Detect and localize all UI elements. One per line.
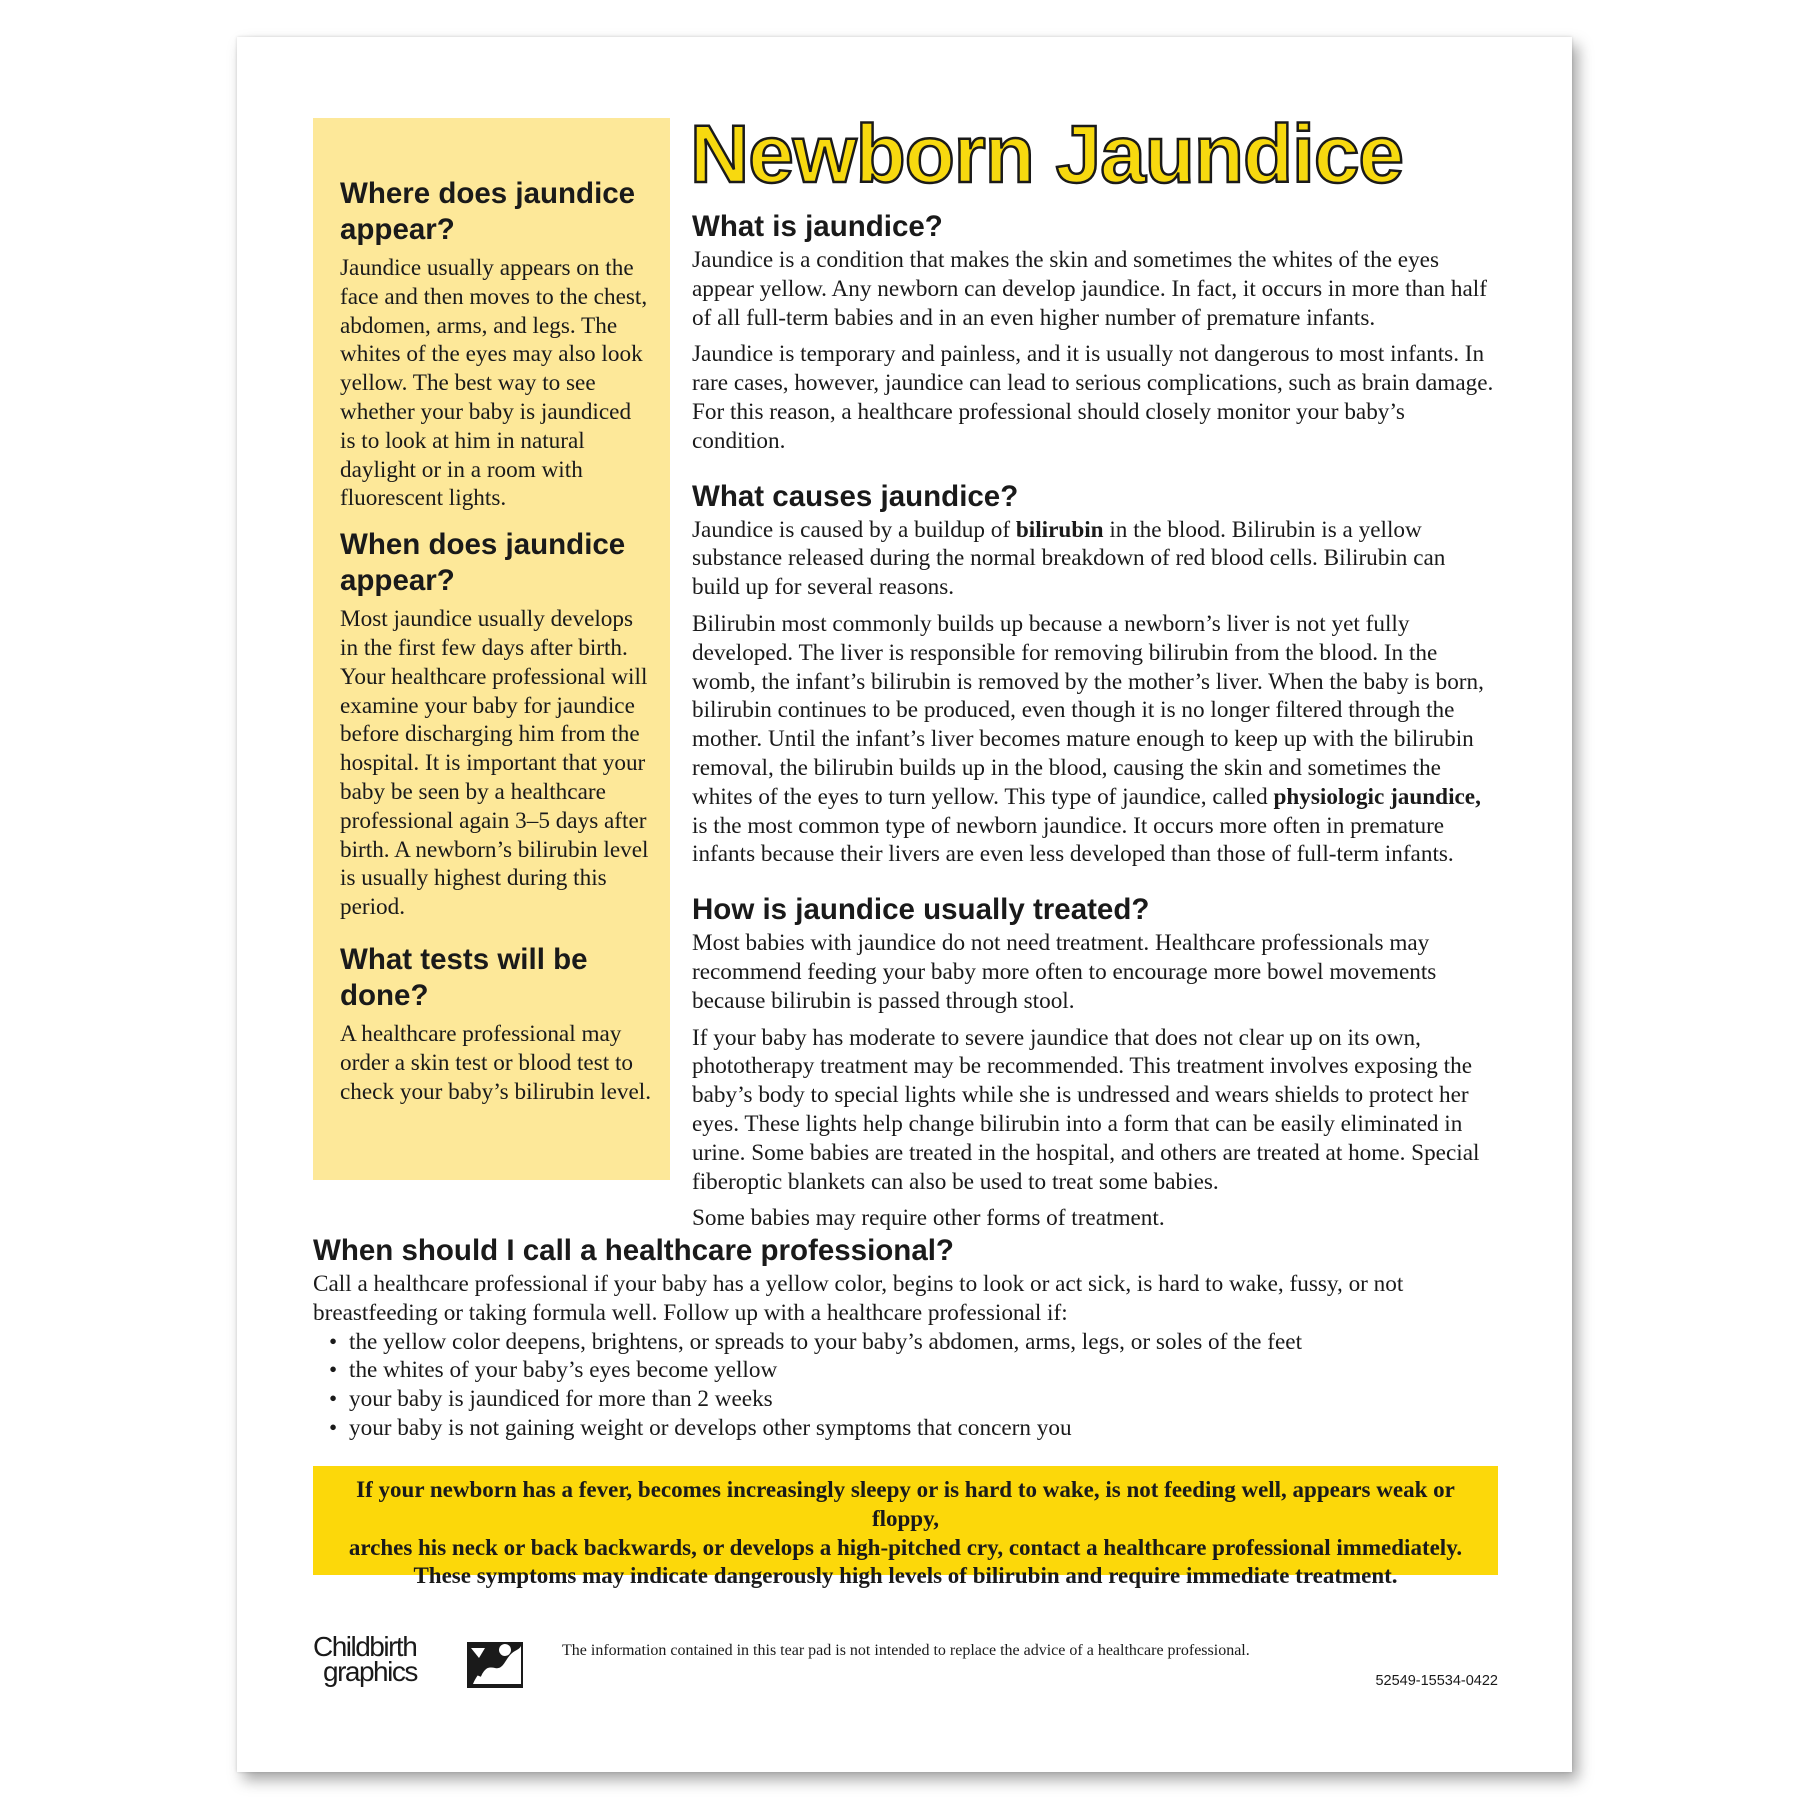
- section-heading-treated: How is jaundice usually treated?: [692, 893, 1150, 927]
- bold-term: physiologic jaundice,: [1273, 783, 1481, 810]
- sidebar-heading-when: When does jaundice appear?: [340, 528, 626, 598]
- paragraph: Jaundice is temporary and painless, and it is usually not dangerous to most infants. In rare cases, however, jaundice can lead to serious complications, such as brain damage. For this reason, a healthcare professional should closely monitor your baby’s condition.: [692, 341, 1494, 454]
- text-span: Bilirubin most commonly builds up because a newborn’s liver is not yet fully developed. The liver is responsible for removing bilirubin from the blood. In the womb, the infant’s bilirubin is removed by the mother’s liver. When the baby is born, bilirubin continues to be produced, even though it is no longer filtered through the mother. Until the infant’s liver becomes mature enough to keep up with the bilirubin removal, the bilirubin builds up in the blood, causing the skin and sometimes the whites of the eyes to turn yellow. This type of jaundice, called: [692, 610, 1484, 810]
- disclaimer-text: The information contained in this tear pad is not intended to replace the advice of a healthcare professional.: [562, 1642, 1250, 1659]
- product-code: 52549-15534-0422: [1375, 1673, 1498, 1689]
- section-heading-call: When should I call a healthcare professional?: [313, 1234, 954, 1267]
- text-span: Jaundice is caused by a buildup of: [692, 516, 1016, 543]
- logo-line: Childbirth: [313, 1631, 417, 1662]
- sidebar-heading-tests: What tests will be done?: [340, 942, 588, 1012]
- logo-wordmark: [313, 1631, 417, 1687]
- section-what-is: [692, 210, 1497, 456]
- emergency-alert-box: [313, 1466, 1498, 1589]
- section-causes: [692, 480, 1497, 870]
- section-when-to-call: [313, 1234, 1498, 1443]
- text-span: is the most common type of newborn jaundice. It occurs more often in premature infants because their livers are even less developed than those of full-term infants.: [692, 812, 1454, 868]
- sidebar-text-when: Most jaundice usually develops in the first few days after birth. Your healthcare professional will examine your baby for jaundice before discharging him from the hospital. It is important that your baby be seen by a healthcare professional again 3–5 days after birth. A newborn’s bilirubin level is usually highest during this period.: [340, 606, 649, 921]
- section-treated: [692, 893, 1497, 1233]
- paragraph: Most babies with jaundice do not need treatment. Healthcare professionals may recommend feeding your baby more often to encourage more bowel movements because bilirubin is passed through stool.: [692, 930, 1437, 1014]
- sidebar-text-tests: A healthcare professional may order a skin test or blood test to check your baby’s bilirubin level.: [340, 1020, 652, 1105]
- bold-term: bilirubin: [1015, 516, 1104, 543]
- main-column: [690, 109, 1497, 1257]
- list-item: • the yellow color deepens, brightens, or spreads to your baby’s abdomen, arms, legs, or soles of the feet: [349, 1328, 1498, 1357]
- paragraph: [692, 516, 1497, 602]
- paragraph: [692, 610, 1497, 869]
- mother-child-icon: [465, 1636, 527, 1690]
- section-heading-causes: What causes jaundice?: [692, 479, 1019, 513]
- paragraph: If your baby has moderate to severe jaundice that does not clear up on its own, phototherapy treatment may be recommended. This treatment involves exposing the baby’s body to special lights while she is undressed and wears shields to protect her eyes. These lights help change bilirubin into a form that can be easily eliminated in urine. Some babies are treated in the hospital, and others are treated at home. Special fiberoptic blankets can also be used to treat some babies.: [692, 1024, 1480, 1195]
- list-item: • your baby is not gaining weight or develops other symptoms that concern you: [349, 1414, 1498, 1443]
- text-span: in the blood. Bilirubin is a yellow substance released during the normal breakdown of red blood cells. Bilirubin can build up for several reasons.: [692, 516, 1446, 601]
- paragraph: Jaundice is a condition that makes the skin and sometimes the whites of the eyes appear yellow. Any newborn can develop jaundice. In fact, it occurs in more than half of all full-term babies and in an even higher number of premature infants.: [692, 247, 1487, 331]
- paragraph: Some babies may require other forms of treatment.: [692, 1205, 1165, 1232]
- alert-line: If your newborn has a fever, becomes increasingly sleepy or is hard to wake, is not feeding well, appears weak or floppy,: [356, 1477, 1455, 1531]
- alert-line: These symptoms may indicate dangerously high levels of bilirubin and require immediate treatment.: [413, 1563, 1398, 1589]
- paragraph: Call a healthcare professional if your baby has a yellow color, begins to look or act sick, is hard to wake, fussy, or not breastfeeding or taking formula well. Follow up with a healthcare professional if:: [313, 1271, 1404, 1326]
- sidebar-heading-where: Where does jaundice appear?: [340, 177, 636, 246]
- logo-line: graphics: [323, 1656, 417, 1687]
- symptom-list: [313, 1328, 1498, 1443]
- sidebar-panel: [313, 118, 670, 1180]
- childbirth-graphics-logo: [313, 1631, 533, 1696]
- list-item: • the whites of your baby’s eyes become yellow: [349, 1356, 1498, 1385]
- page-title: Newborn Jaundice: [690, 109, 1404, 200]
- sidebar-text-where: Jaundice usually appears on the face and then moves to the chest, abdomen, arms, and legs. The whites of the eyes may also look yellow. The best way to see whether your baby is jaundiced is to look at him in natural daylight or in a room with fluorescent lights.: [340, 255, 648, 512]
- list-item: • your baby is jaundiced for more than 2 weeks: [349, 1385, 1498, 1414]
- alert-line: arches his neck or back backwards, or develops a high-pitched cry, contact a healthcare professional immediately.: [348, 1534, 1463, 1560]
- section-heading-what-is: What is jaundice?: [692, 210, 943, 243]
